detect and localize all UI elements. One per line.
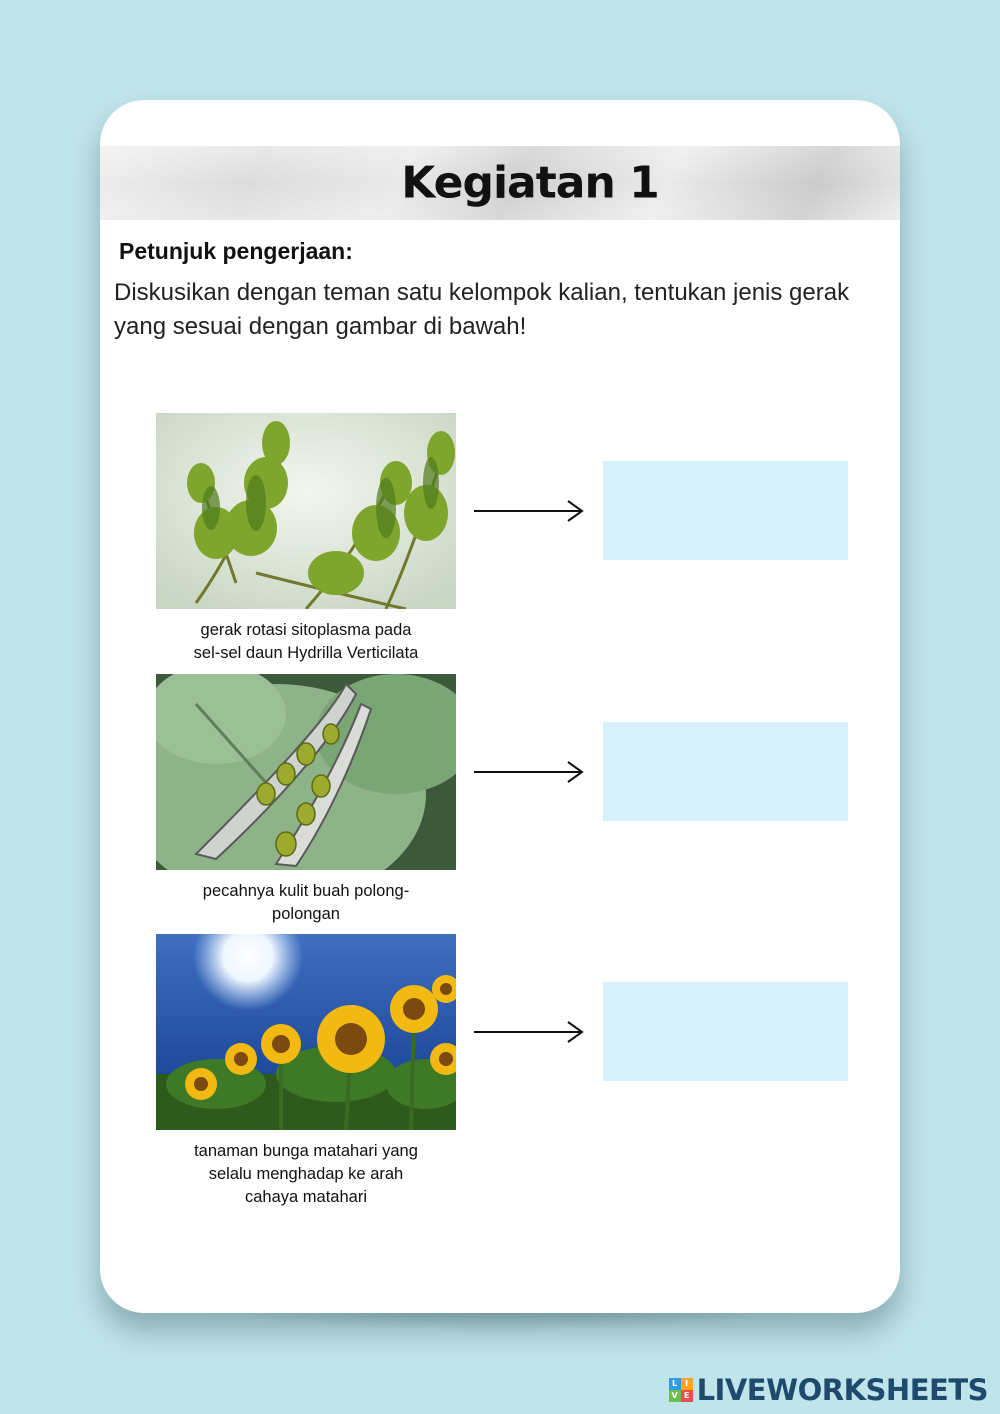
page-title: Kegiatan 1 (401, 157, 659, 209)
caption-sunflower (156, 1140, 456, 1209)
logo-letter: I (681, 1378, 693, 1390)
caption-line: sel-sel daun Hydrilla Verticilata (193, 644, 419, 662)
hydrilla-illustration (156, 413, 456, 609)
arrow-right-icon (472, 497, 586, 525)
arrow-right-icon (472, 758, 586, 786)
caption-line: pecahnya kulit buah polong- (202, 882, 410, 900)
caption-bean-pod (156, 880, 456, 926)
caption-line: cahaya matahari (245, 1188, 367, 1206)
exercise-row-3 (100, 934, 900, 1206)
instructions-body: Diskusikan dengan teman satu kelompok kalian, tentukan jenis gerak yang sesuai dengan gambar di bawah! (114, 279, 850, 340)
exercise-row-1 (100, 413, 900, 673)
caption-line: gerak rotasi sitoplasma pada (200, 621, 412, 639)
instructions-heading: Petunjuk pengerjaan: (119, 238, 353, 264)
arrow-right-icon (472, 1018, 586, 1046)
hydrilla-plant-image (156, 413, 456, 609)
caption-line: selalu menghadap ke arah (208, 1165, 404, 1183)
caption-line: tanaman bunga matahari yang (194, 1142, 418, 1160)
worksheet-card (100, 100, 900, 1313)
exercise-row-2 (100, 674, 900, 934)
logo-letter: E (681, 1390, 693, 1402)
bean-pod-illustration (156, 674, 456, 870)
sunflower-illustration (156, 934, 456, 1130)
caption-line: polongan (272, 905, 340, 923)
answer-input-3[interactable] (603, 982, 848, 1081)
caption-hydrilla (156, 619, 456, 665)
title-banner (100, 146, 900, 220)
sunflower-image (156, 934, 456, 1130)
logo-letter: V (669, 1390, 681, 1402)
answer-input-2[interactable] (603, 722, 848, 821)
liveworksheets-brand[interactable] (669, 1372, 988, 1408)
liveworksheets-logo-icon (669, 1378, 693, 1402)
logo-letter: L (669, 1378, 681, 1390)
answer-input-1[interactable] (603, 461, 848, 560)
bean-pod-image (156, 674, 456, 870)
brand-name: LIVEWORKSHEETS (696, 1373, 988, 1407)
